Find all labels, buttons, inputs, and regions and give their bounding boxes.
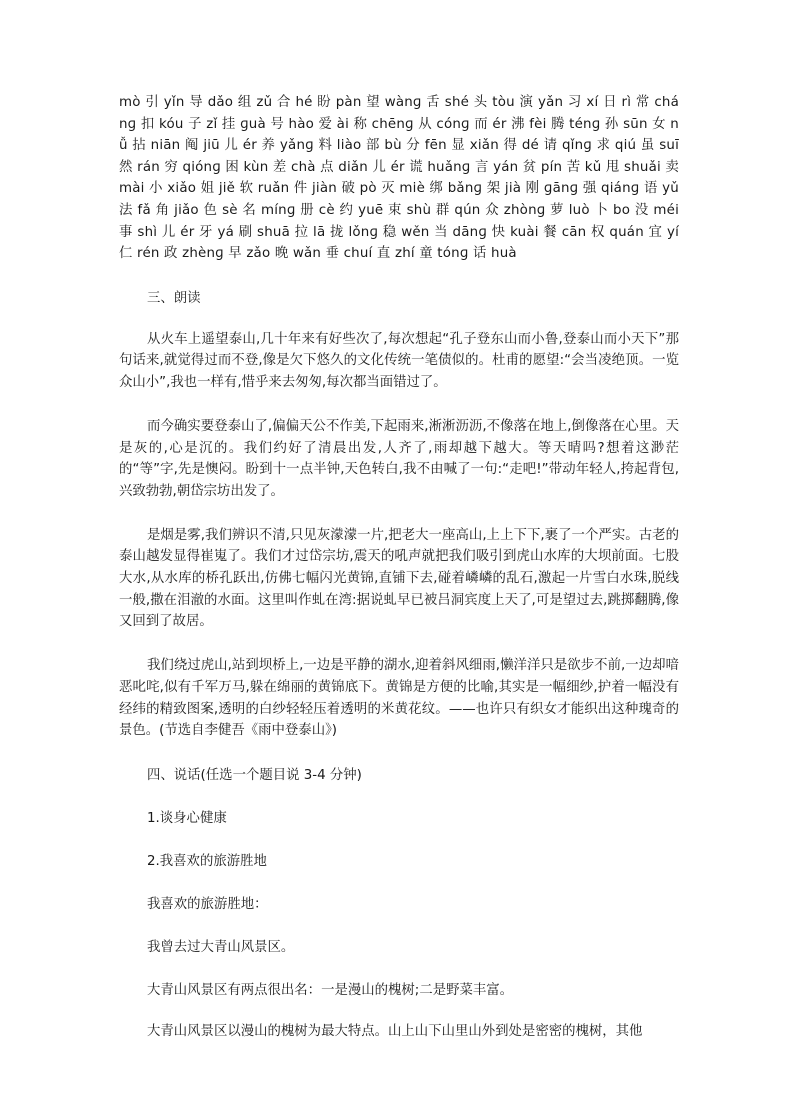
speech-line-3: 大青山风景区以漫山的槐树为最大特点。山上山下山里山外到处是密密的槐树，其他 <box>147 1024 643 1039</box>
topic-2: 2.我喜欢的旅游胜地 <box>147 854 267 869</box>
reading-paragraph-3: 是烟是雾,我们辨识不清,只见灰濛濛一片,把老大一座高山,上上下下,裹了一个严实。古老的泰山越发显得崔嵬了。我们才过岱宗坊,震天的吼声就把我们吸引到虎山水库的大坝前面。七股大水,从水库的桥孔跃出,仿佛七幅闪光黄锦,直铺下去,碰着嶙嶙的乱石,激起一片雪白水珠,脱线一般,撒在泪澈的水面。这里叫作虬在湾:据说虬早已被吕洞宾度上天了,可是望过去,跳掷翻腾,像又回到了故居。 <box>119 527 679 630</box>
document-page <box>119 92 679 1043</box>
topic-1: 1.谈身心健康 <box>147 811 227 826</box>
reading-paragraph-2: 而今确实要登泰山了,偏偏天公不作美,下起雨来,淅淅沥沥,不像落在地上,倒像落在心里。天是灰的,心是沉的。我们约好了清晨出发,人齐了,雨却越下越大。等天晴吗?想着这渺茫的“等”字,先是懊闷。盼到十一点半钟,天色转白,我不由喊了一句:“走吧!”带动年轻人,挎起背包,兴致勃勃,朝岱宗坊出发了。 <box>119 418 679 499</box>
speech-heading: 我喜欢的旅游胜地： <box>147 897 268 912</box>
reading-paragraph-4: 我们绕过虎山,站到坝桥上,一边是平静的湖水,迎着斜风细雨,懒洋洋只是欲步不前,一边却喑恶叱咤,似有千军万马,躲在绵丽的黄锦底下。黄锦是方便的比喻,其实是一幅细纱,护着一幅没有经纬的精致图案,透明的白纱轻轻压着透明的米黄花纹。——也许只有织女才能织出这种瑰奇的景色。(节选自李健吾《雨中登泰山》) <box>119 658 679 739</box>
section-title-reading: 三、朗读 <box>147 290 201 306</box>
pinyin-word-list: mò 引 yǐn 导 dǎo 组 zǔ 合 hé 盼 pàn 望 wànɡ 舌 shé 头 tòu 演 yǎn 习 xí 日 rì 常 chánɡ 扣 kóu 子 zǐ 挂 ɡuà 号 hào 爱 ài 称 chēnɡ 从 cónɡ 而 ér 沸 fèi 腾 ténɡ 孙 sūn 女 nǚ 拈 niān 阄 jiū 儿 ér 养 yǎnɡ 料 liào 部 bù 分 fēn 显 xiǎn 得 dé 请 qǐnɡ 求 qiú 虽 suī 然 rán 穷 qiónɡ 困 kùn 差 chà 点 diǎn 儿 ér 谎 huǎnɡ 言 yán 贫 pín 苦 kǔ 甩 shuǎi 卖 mài 小 xiǎo 姐 jiě 软 ruǎn 件 jiàn 破 pò 灭 miè 绑 bǎnɡ 架 jià 刚 ɡānɡ 强 qiánɡ 语 yǔ 法 fǎ 角 jiǎo 色 sè 名 mínɡ 册 cè 约 yuē 束 shù 群 qún 众 zhònɡ 萝 luò 卜 bo 没 méi 事 shì 儿 ér 牙 yá 刷 shuā 拉 lā 拢 lǒnɡ 稳 wěn 当 dānɡ 快 kuài 餐 cān 权 quán 宜 yí 仁 rén 政 zhènɡ 早 zǎo 晚 wǎn 垂 chuí 直 zhí 童 tónɡ 话 huà <box>119 95 679 262</box>
reading-paragraph-1: 从火车上遥望泰山,几十年来有好些次了,每次想起“孔子登东山而小鲁,登泰山而小天下”那句话来,就觉得过而不登,像是欠下悠久的文化传统一笔债似的。杜甫的愿望:“会当凌绝顶。一览众山小”,我也一样有,惜乎来去匆匆,每次都当面错过了。 <box>119 331 679 391</box>
section-title-speaking: 四、说话(任选一个题目说 3-4 分钟) <box>147 768 362 783</box>
speech-line-1: 我曾去过大青山风景区。 <box>147 940 295 955</box>
speech-line-2: 大青山风景区有两点很出名：一是漫山的槐树;二是野菜丰富。 <box>147 983 514 998</box>
